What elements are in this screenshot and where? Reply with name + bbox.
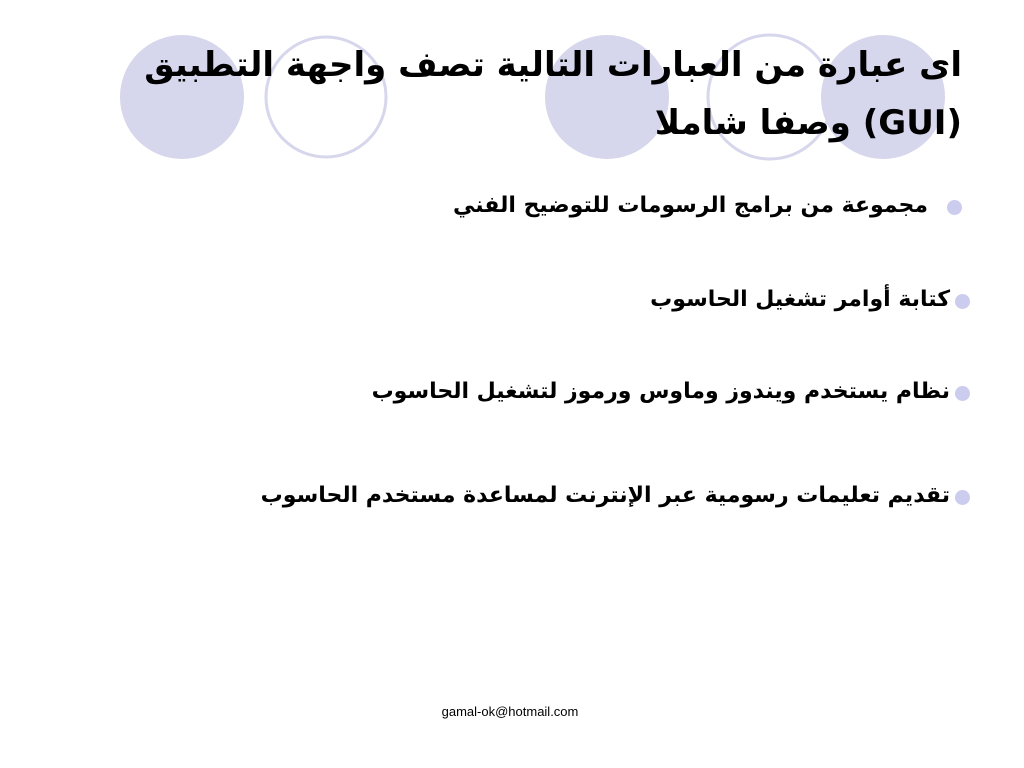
bullet-text: مجموعة من برامج الرسومات للتوضيح الفني [453, 193, 928, 218]
list-item [82, 280, 962, 320]
bullet-dot-icon [947, 200, 962, 215]
footer [0, 704, 1024, 719]
title-line-1: اى عبارة من العبارات التالية تصف واجهة التطبيق [144, 45, 962, 85]
bullet-dot-icon [955, 490, 970, 505]
bullet-text: نظام يستخدم ويندوز وماوس ورموز لتشغيل الحاسوب [371, 379, 950, 404]
bullet-dot-icon [955, 386, 970, 401]
list-item [82, 186, 962, 226]
footer-email: gamal-ok@hotmail.com [441, 704, 579, 719]
bullet-text: كتابة أوامر تشغيل الحاسوب [650, 287, 950, 312]
bullet-text: تقديم تعليمات رسومية عبر الإنترنت لمساعدة مستخدم الحاسوب [260, 483, 950, 508]
list-item [82, 372, 962, 412]
bullet-dot-icon [955, 294, 970, 309]
slide-title [142, 36, 962, 152]
title-line-2: (GUI) وصفا شاملا [654, 103, 962, 143]
list-item [82, 476, 962, 516]
